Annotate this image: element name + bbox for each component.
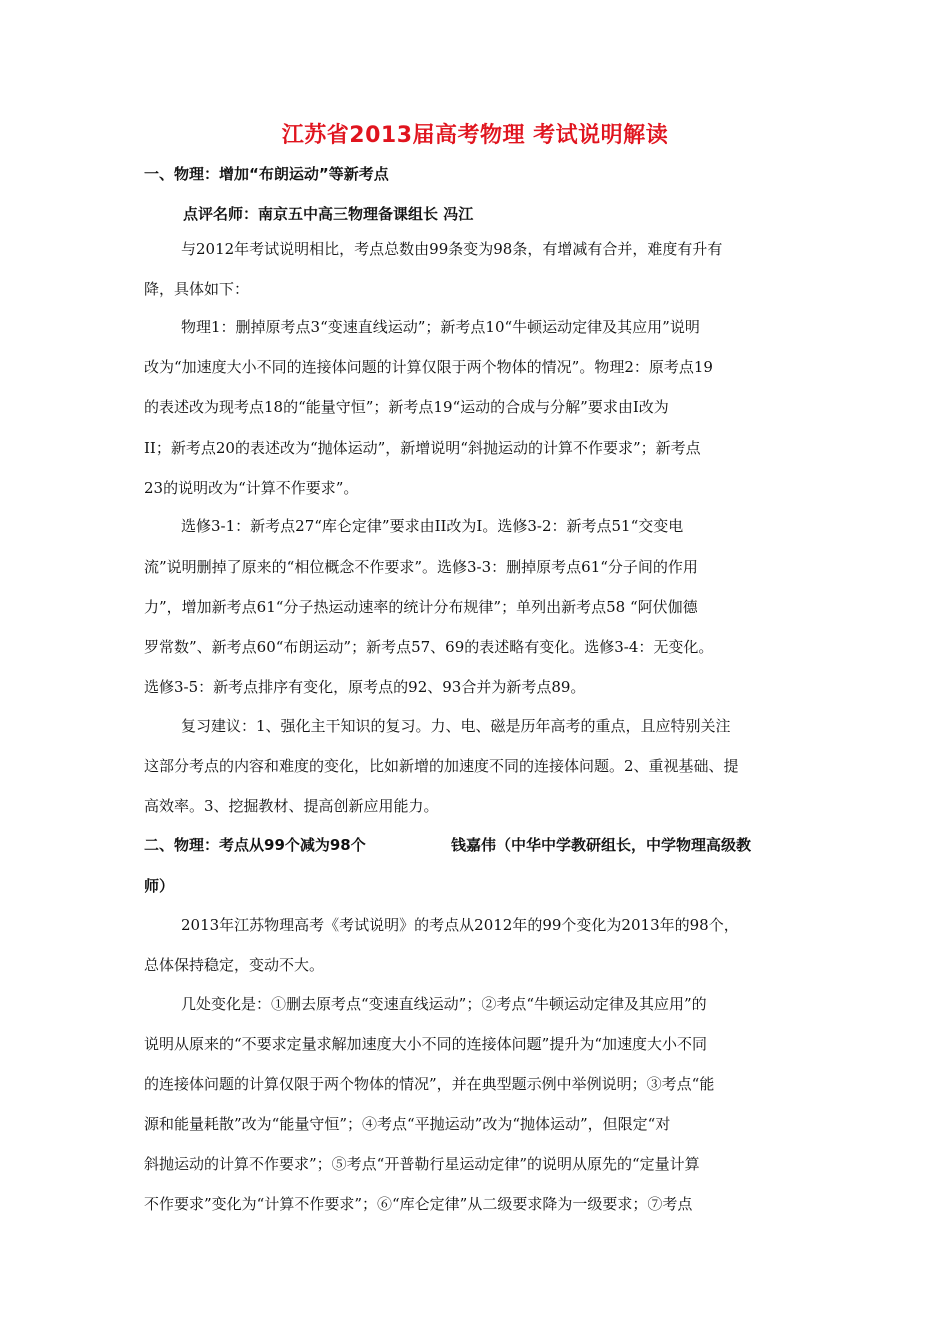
paragraph-line: 这部分考点的内容和难度的变化，比如新增的加速度不同的连接体问题。2、重视基础、提 <box>144 757 739 775</box>
paragraph-line: 2013年江苏物理高考《考试说明》的考点从2012年的99个变化为2013年的98个， <box>181 916 739 934</box>
paragraph-line: 说明从原来的“不要求定量求解加速度大小不同的连接体问题”提升为“加速度大小不同 <box>144 1035 708 1053</box>
paragraph-line: 力”，增加新考点61“分子热运动速率的统计分布规律”；单列出新考点58 “阿伏伽德 <box>144 598 698 616</box>
paragraph-line: 复习建议：1、强化主干知识的复习。力、电、磁是历年高考的重点，且应特别关注 <box>181 717 731 735</box>
section2-author: 钱嘉伟（中华中学教研组长，中学物理高级教 <box>451 836 752 854</box>
paragraph-line: 的表述改为现考点18的“能量守恒”；新考点19“运动的合成与分解”要求由I改为 <box>144 398 669 416</box>
paragraph-line: 与2012年考试说明相比，考点总数由99条变为98条，有增减有合并，难度有升有 <box>181 240 723 258</box>
paragraph-line: 物理1：删掉原考点3“变速直线运动”；新考点10“牛顿运动定律及其应用”说明 <box>181 318 700 336</box>
section2-author-cont: 师） <box>144 877 175 895</box>
paragraph-line: II；新考点20的表述改为“抛体运动”，新增说明“斜抛运动的计算不作要求”；新考点 <box>144 439 701 457</box>
paragraph-line: 降，具体如下： <box>144 280 250 298</box>
paragraph-line: 改为“加速度大小不同的连接体问题的计算仅限于两个物体的情况”。物理2：原考点19 <box>144 358 713 376</box>
paragraph-line: 选修3-5：新考点排序有变化，原考点的92、93合并为新考点89。 <box>144 678 586 696</box>
paragraph-line: 高效率。3、挖掘教材、提高创新应用能力。 <box>144 797 439 815</box>
paragraph-line: 总体保持稳定，变动不大。 <box>144 956 325 974</box>
page-title: 江苏省2013届高考物理 考试说明解读 <box>281 123 669 148</box>
paragraph-line: 罗常数”、新考点60“布朗运动”；新考点57、69的表述略有变化。选修3-4：无变化。 <box>144 638 714 656</box>
section1-reviewer: 点评名师：南京五中高三物理备课组长 冯江 <box>183 205 474 223</box>
paragraph-line: 斜抛运动的计算不作要求”；⑤考点“开普勒行星运动定律”的说明从原先的“定量计算 <box>144 1155 700 1173</box>
section1-heading: 一、物理：增加“布朗运动”等新考点 <box>144 165 389 183</box>
paragraph-line: 几处变化是：①删去原考点“变速直线运动”；②考点“牛顿运动定律及其应用”的 <box>181 995 707 1013</box>
paragraph-line: 的连接体问题的计算仅限于两个物体的情况”，并在典型题示例中举例说明；③考点“能 <box>144 1075 715 1093</box>
paragraph-line: 不作要求”变化为“计算不作要求”；⑥“库仑定律”从二级要求降为一级要求；⑦考点 <box>144 1195 693 1213</box>
paragraph-line: 源和能量耗散”改为“能量守恒”；④考点“平抛运动”改为“抛体运动”，但限定“对 <box>144 1115 671 1133</box>
section2-heading: 二、物理：考点从99个减为98个 <box>144 836 366 854</box>
paragraph-line: 23的说明改为“计算不作要求”。 <box>144 479 359 497</box>
paragraph-line: 选修3-1：新考点27“库仑定律”要求由II改为I。选修3-2：新考点51“交变电 <box>181 517 684 535</box>
paragraph-line: 流”说明删掉了原来的“相位概念不作要求”。选修3-3：删掉原考点61“分子间的作用 <box>144 558 698 576</box>
